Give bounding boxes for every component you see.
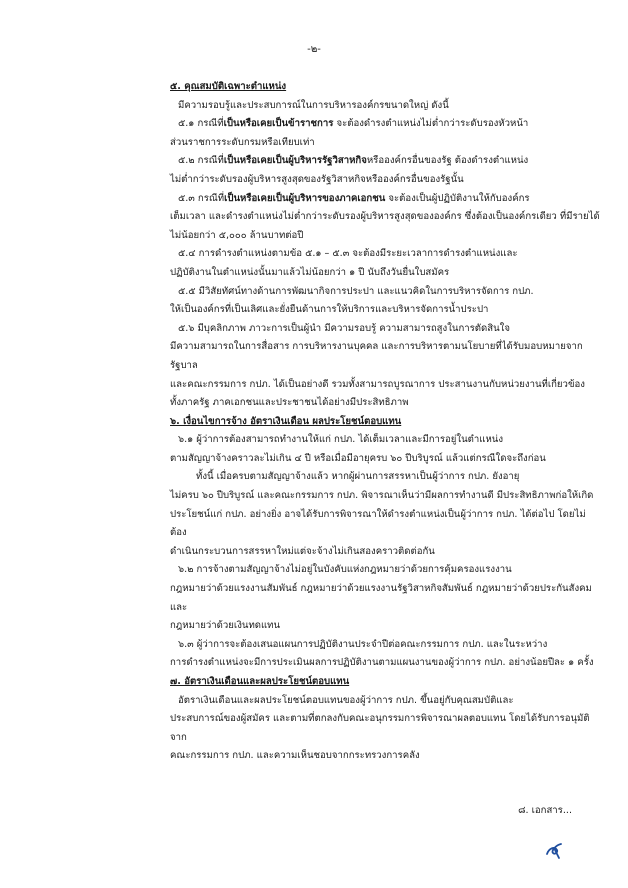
item-5-1-cont: ส่วนราชการระดับกรมหรือเทียบเท่า [170, 136, 315, 148]
continuation-footer: ๘. เอกสาร... [518, 805, 572, 816]
section-7-heading: ๗. อัตราเงินเดือนและผลประโยชน์ตอบแทน [170, 676, 350, 687]
item-5-1: ๕.๑ กรณีที่เป็นหรือเคยเป็นข้าราชการ จะต้องดำรงตำแหน่งไม่ต่ำกว่าระดับรองหัวหน้า [178, 118, 529, 130]
item-5-4-cont: ปฏิบัติงานในตำแหน่งนั้นมาแล้วไม่น้อยกว่า ๑ ปี นับถึงวันยื่นใบสมัคร [170, 266, 450, 278]
item-6-1-cont5: ดำเนินกระบวนการสรรหาใหม่แต่จะจ้างไม่เกินสองคราวติดต่อกัน [170, 545, 435, 557]
section-7-para-cont: ประสบการณ์ของผู้สมัคร และตามที่ตกลงกับคณะอนุกรรมการพิจารณาผลตอบแทน โดยได้รับการอนุมัติจาก [170, 713, 590, 743]
item-6-3-cont: การดำรงตำแหน่งจะมีการประเมินผลการปฏิบัติงานตามแผนงานของผู้ว่าการ กปภ. อย่างน้อยปีละ ๑ ครั้ง [170, 657, 594, 669]
item-5-5-cont: ให้เป็นองค์กรที่เป็นเลิศและยั่งยืนด้านการให้บริการและบริหารจัดการน้ำประปา [170, 304, 489, 316]
item-5-3-cont2: ไม่น้อยกว่า ๕,๐๐๐ ล้านบาทต่อปี [170, 229, 304, 241]
item-5-5: ๕.๕ มีวิสัยทัศน์ทางด้านการพัฒนากิจการประปา และแนวคิดในการบริหารจัดการ กปภ. [178, 285, 534, 297]
item-6-3: ๖.๓ ผู้ว่าการจะต้องเสนอแผนการปฏิบัติงานประจำปีต่อคณะกรรมการ กปภ. และในระหว่าง [178, 638, 548, 650]
item-6-2-cont2: กฎหมายว่าด้วยเงินทดแทน [170, 620, 281, 632]
item-6-2: ๖.๒ การจ้างตามสัญญาจ้างไม่อยู่ในบังคับแห่งกฎหมายว่าด้วยการคุ้มครองแรงงาน [178, 564, 512, 576]
item-5-3: ๕.๓ กรณีที่เป็นหรือเคยเป็นผู้บริหารของภาคเอกชน จะต้องเป็นผู้ปฏิบัติงานให้กับองค์กร [178, 192, 530, 204]
document-body [170, 78, 600, 766]
item-5-3-cont: เต็มเวลา และดำรงตำแหน่งไม่ต่ำกว่าระดับรองผู้บริหารสูงสุดขององค์กร ซึ่งต้องเป็นองค์กรเดียว ที่มีรายได้ [170, 211, 600, 223]
item-5-6-cont3: ทั้งภาครัฐ ภาคเอกชนและประชาชนได้อย่างมีประสิทธิภาพ [170, 397, 409, 409]
page-number: -๒- [307, 44, 321, 55]
item-5-4: ๕.๔ การดำรงตำแหน่งตามข้อ ๕.๑ – ๕.๓ จะต้องมีระยะเวลาการดำรงตำแหน่งและ [178, 248, 518, 260]
item-6-2-cont: กฎหมายว่าด้วยแรงงานสัมพันธ์ กฎหมายว่าด้วยแรงงานรัฐวิสาหกิจสัมพันธ์ กฎหมายว่าด้วยประกันสังคม และ [170, 583, 592, 613]
section-5-intro: มีความรอบรู้และประสบการณ์ในการบริหารองค์กรขนาดใหญ่ ดังนี้ [178, 99, 449, 111]
item-5-6-cont2: และคณะกรรมการ กปภ. ได้เป็นอย่างดี รวมทั้งสามารถบูรณาการ ประสานงานกับหน่วยงานที่เกี่ยวข้อง [170, 378, 585, 390]
section-7-para-cont2: คณะกรรมการ กปภ. และความเห็นชอบจากกระทรวงการคลัง [170, 750, 420, 762]
item-5-2-cont: ไม่ต่ำกว่าระดับรองผู้บริหารสูงสุดของรัฐวิสาหกิจหรือองค์กรอื่นของรัฐนั้น [170, 173, 464, 185]
item-6-1: ๖.๑ ผู้ว่าการต้องสามารถทำงานให้แก่ กปภ. ได้เต็มเวลาและมีการอยู่ในตำแหน่ง [178, 434, 504, 446]
signature-mark [543, 838, 567, 862]
item-6-1-cont: ตามสัญญาจ้างคราวละไม่เกิน ๔ ปี หรือเมื่อมีอายุครบ ๖๐ ปีบริบูรณ์ แล้วแต่กรณีใดจะถึงก่อน [170, 452, 546, 464]
item-6-1-cont3: ไม่ครบ ๖๐ ปีบริบูรณ์ และคณะกรรมการ กปภ. พิจารณาเห็นว่ามีผลการทำงานดี มีประสิทธิภาพก่อให้เกิด [170, 490, 594, 502]
item-5-6-cont: มีความสามารถในการสื่อสาร การบริหารงานบุคคล และการบริหารตามนโยบายที่ได้รับมอบหมายจากรัฐบาล [170, 341, 583, 371]
section-6-heading: ๖. เงื่อนไขการจ้าง อัตราเงินเดือน ผลประโยชน์ตอบแทน [170, 415, 402, 427]
section-7-para: อัตราเงินเดือนและผลประโยชน์ตอบแทนของผู้ว่าการ กปภ. ขึ้นอยู่กับคุณสมบัติและ [178, 694, 514, 706]
item-5-2: ๕.๒ กรณีที่เป็นหรือเคยเป็นผู้บริหารรัฐวิสาหกิจหรือองค์กรอื่นของรัฐ ต้องดำรงตำแหน่ง [178, 155, 529, 167]
item-6-1-cont4: ประโยชน์แก่ กปภ. อย่างยิ่ง อาจได้รับการพิจารณาให้ดำรงตำแหน่งเป็นผู้ว่าการ กปภ. ได้ต่อไป โดยไม่ต้อง [170, 508, 586, 539]
item-6-1-cont2: ทั้งนี้ เมื่อครบตามสัญญาจ้างแล้ว หากผู้ผ่านการสรรหาเป็นผู้ว่าการ กปภ. ยังอายุ [196, 471, 520, 483]
section-5-heading: ๕. คุณสมบัติเฉพาะตำแหน่ง [170, 81, 287, 92]
item-5-6: ๕.๖ มีบุคลิกภาพ ภาวะการเป็นผู้นำ มีความรอบรู้ ความสามารถสูงในการตัดสินใจ [178, 322, 510, 334]
